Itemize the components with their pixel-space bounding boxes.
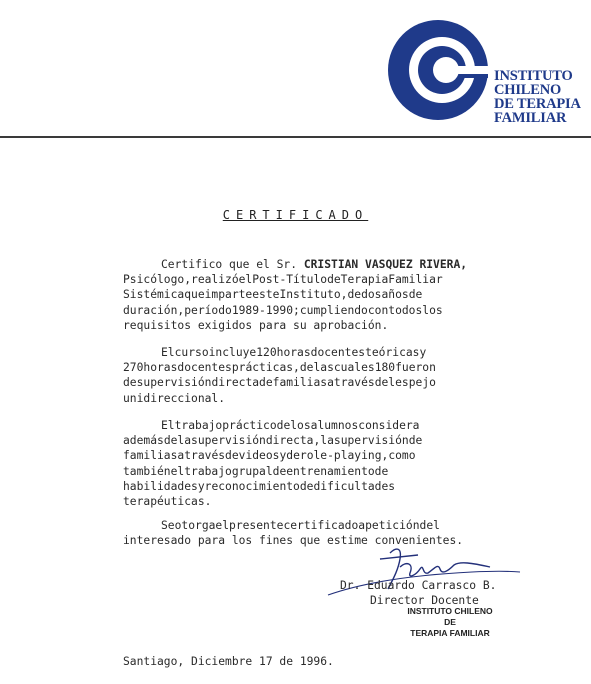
- word: El: [161, 419, 175, 432]
- word: que: [184, 288, 205, 302]
- paragraph-line: [123, 479, 508, 494]
- paragraph-hours: [123, 345, 508, 406]
- word: período: [184, 303, 232, 317]
- word: entrenamiento: [286, 464, 375, 478]
- institute-name: [494, 69, 590, 125]
- word: videos: [238, 449, 280, 463]
- word: los: [422, 303, 443, 317]
- paragraph-line: [123, 287, 508, 302]
- word: de: [272, 464, 287, 478]
- word: reconocimiento: [204, 479, 300, 493]
- word: de: [327, 273, 341, 287]
- word: a: [177, 449, 185, 463]
- paragraph-line: [123, 345, 508, 360]
- word: espejo: [395, 376, 436, 390]
- word: Sistémica: [123, 288, 185, 302]
- word: y: [197, 479, 205, 493]
- paragraph-line: interesado para los fines que estime convenientes.: [123, 534, 464, 548]
- word: curso: [174, 346, 209, 359]
- word: presente: [229, 519, 284, 532]
- word: el: [170, 464, 185, 478]
- word: horas: [143, 361, 178, 375]
- word: 270: [123, 361, 144, 375]
- word: práctico: [222, 419, 277, 432]
- paragraph-line: [123, 303, 508, 318]
- word: certificado: [283, 519, 359, 532]
- word: horas: [276, 346, 311, 359]
- word: de: [225, 449, 239, 463]
- word: de: [286, 449, 300, 463]
- word: grupal: [231, 464, 273, 478]
- word: la: [177, 434, 192, 448]
- word: 1989-1990;: [231, 303, 300, 317]
- stamp-line-3: TERAPIA FAMILIAR: [410, 628, 490, 638]
- paragraph-line: [123, 257, 508, 272]
- word: supervisión: [191, 434, 266, 448]
- word: través: [184, 449, 226, 463]
- word: de: [299, 361, 314, 375]
- word: incluye: [208, 346, 257, 359]
- paragraph-line: [123, 448, 508, 463]
- word: Post-Título: [252, 273, 328, 287]
- paragraph-line: [123, 272, 508, 287]
- word: de: [299, 479, 314, 493]
- paragraph-line: unidireccional.: [123, 391, 226, 405]
- word: de: [163, 434, 178, 448]
- word: también: [123, 464, 171, 478]
- word: Familiar: [388, 273, 443, 287]
- word: Se: [161, 519, 175, 532]
- word: 180: [374, 361, 396, 375]
- stamp-line-2: DE: [444, 617, 456, 627]
- word: de: [347, 288, 362, 302]
- word: 120: [256, 346, 277, 359]
- word: de: [408, 434, 423, 448]
- word: con: [367, 303, 389, 317]
- word: de: [408, 288, 423, 302]
- word: imparte: [204, 288, 253, 302]
- word: de: [276, 419, 291, 432]
- paragraph-practice: [123, 418, 508, 509]
- institute-name-line-2: CHILENO: [494, 82, 562, 98]
- word: a: [358, 519, 366, 532]
- word: Instituto,: [279, 288, 348, 302]
- paragraph-closing: [123, 518, 508, 548]
- signatory-role: Director Docente: [370, 594, 479, 607]
- place-and-date: Santiago, Diciembre 17 de 1996.: [123, 655, 334, 668]
- header-divider: [0, 136, 591, 138]
- paragraph-line: [123, 418, 508, 433]
- word: fueron: [395, 361, 436, 375]
- word: trabajo: [174, 419, 223, 432]
- student-name: CRISTIAN VASQUEZ RIVERA,: [303, 258, 468, 271]
- word: de: [259, 376, 273, 390]
- word: otorga: [174, 519, 216, 532]
- word: familias: [272, 376, 328, 390]
- word: alumnos: [310, 419, 359, 432]
- word: Terapia: [340, 273, 389, 287]
- word: de: [123, 376, 137, 390]
- institute-name-line-1: INSTITUTO: [494, 68, 573, 84]
- word: del: [419, 519, 440, 532]
- word: de: [374, 464, 389, 478]
- word: través: [333, 376, 375, 390]
- word: además: [123, 434, 164, 448]
- word: el: [238, 273, 253, 287]
- word: familias: [123, 449, 178, 463]
- word: directa,: [265, 434, 321, 448]
- word: dos: [361, 288, 382, 302]
- paragraph-line: [123, 433, 508, 448]
- word: cuales: [333, 361, 375, 375]
- word: petición: [365, 519, 420, 532]
- word: duración,: [123, 303, 185, 317]
- word: cumpliendo: [299, 303, 368, 317]
- paragraph-line: [123, 518, 508, 533]
- paragraph-line: requisitos exigidos para su aprobación.: [123, 318, 389, 332]
- word: docentes: [177, 361, 232, 375]
- signatory-name: Dr. Eduardo Carrasco B.: [340, 579, 497, 592]
- word: los: [290, 419, 311, 432]
- word: años: [381, 288, 409, 302]
- word: considera: [358, 419, 420, 432]
- word: Psicólogo,: [123, 273, 192, 287]
- paragraph-line: [123, 464, 508, 479]
- paragraph-line: [123, 375, 508, 390]
- word: la: [320, 434, 334, 448]
- word: este: [252, 288, 280, 302]
- word: prácticas,: [231, 361, 300, 375]
- paragraph-certification: [123, 257, 508, 333]
- institute-name-line-3: DE TERAPIA: [494, 96, 581, 112]
- word: las: [313, 361, 334, 375]
- paragraph-lead: Certifico que el Sr.: [161, 258, 304, 271]
- word: a: [327, 376, 334, 390]
- paragraph-line: terapéuticas.: [123, 495, 212, 509]
- stamp-line-1: INSTITUTO CHILENO: [407, 606, 493, 616]
- word: realizó: [191, 273, 239, 287]
- word: directa: [211, 376, 260, 390]
- word: del: [374, 376, 396, 390]
- word: trabajo: [184, 464, 232, 478]
- document-title: CERTIFICADO: [222, 208, 369, 222]
- word: teóricas: [365, 346, 420, 359]
- word: habilidades: [123, 479, 198, 493]
- word: y: [279, 449, 287, 463]
- word: dificultades: [313, 479, 396, 493]
- institute-logo-icon: [388, 20, 488, 120]
- paragraph-line: [123, 360, 508, 375]
- word: role-playing,: [299, 449, 389, 463]
- word: como: [388, 449, 416, 463]
- word: supervisión: [136, 376, 212, 390]
- word: El: [161, 346, 175, 359]
- word: supervisión: [333, 434, 409, 448]
- institute-stamp: [400, 606, 500, 639]
- word: docentes: [310, 346, 366, 359]
- word: y: [419, 346, 427, 359]
- institute-name-line-4: FAMILIAR: [494, 110, 567, 126]
- word: el: [215, 519, 230, 532]
- word: todos: [388, 303, 423, 317]
